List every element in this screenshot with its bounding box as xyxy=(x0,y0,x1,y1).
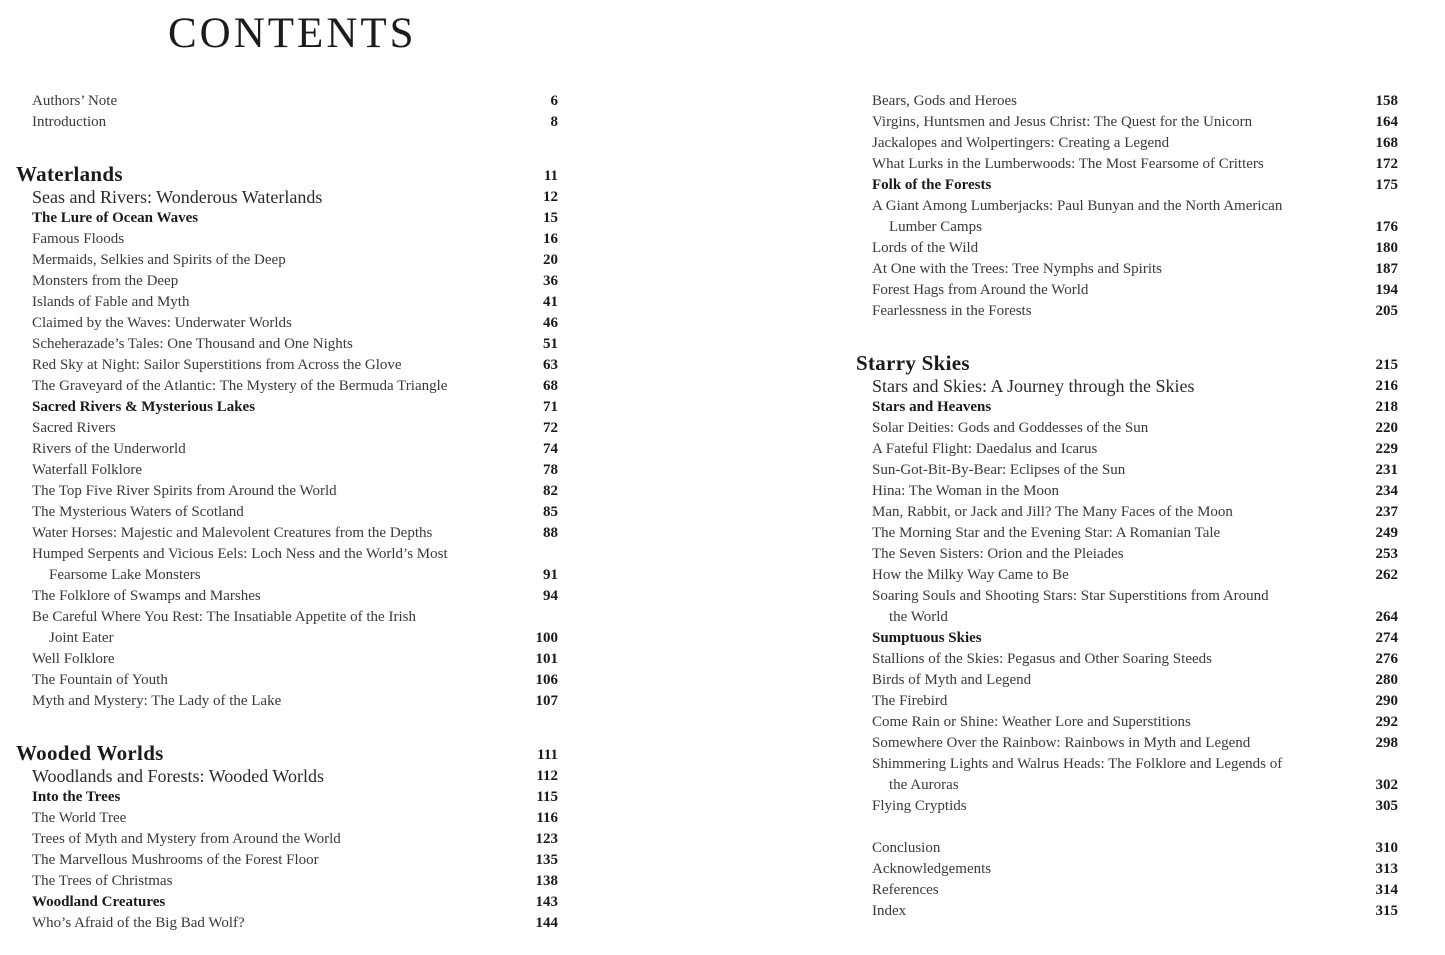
entry-title: Stallions of the Skies: Pegasus and Other Soaring Steeds xyxy=(872,651,1212,667)
section-page: 215 xyxy=(1375,357,1398,373)
entry-page: 46 xyxy=(543,315,558,331)
entry-page: 205 xyxy=(1375,303,1398,319)
entry-title: Come Rain or Shine: Weather Lore and Superstitions xyxy=(872,714,1191,730)
entry-title: Shimmering Lights and Walrus Heads: The Folklore and Legends of xyxy=(872,756,1283,772)
entry-page: 168 xyxy=(1375,135,1398,151)
entry-title: The Marvellous Mushrooms of the Forest Floor xyxy=(32,852,319,868)
chapter-title: Folk of the Forests xyxy=(872,177,992,193)
entry-title: Conclusion xyxy=(872,840,941,856)
entry-page: 144 xyxy=(535,915,558,931)
toc-entry[interactable] xyxy=(16,460,558,481)
entry-page: 106 xyxy=(535,672,558,688)
entry-page: 107 xyxy=(535,693,558,709)
entry-page: 310 xyxy=(1375,840,1398,856)
entry-title: Rivers of the Underworld xyxy=(32,441,186,457)
toc-entry[interactable] xyxy=(856,733,1398,754)
entry-page: 262 xyxy=(1375,567,1398,583)
toc-entry[interactable] xyxy=(856,838,1398,859)
entry-title: Sun-Got-Bit-By-Bear: Eclipses of the Sun xyxy=(872,462,1126,478)
entry-title: The Morning Star and the Evening Star: A Romanian Tale xyxy=(872,525,1221,541)
contents-column-right xyxy=(856,91,1398,922)
entry-page: 194 xyxy=(1375,282,1398,298)
entry-title: Authors’ Note xyxy=(32,93,118,109)
entry-title: Waterfall Folklore xyxy=(32,462,143,478)
section-title: Waterlands xyxy=(16,162,123,186)
entry-title: The Firebird xyxy=(872,693,948,709)
entry-title: Humped Serpents and Vicious Eels: Loch Ness and the World’s Most xyxy=(32,546,448,562)
entry-page: 175 xyxy=(1375,177,1398,193)
entry-title: At One with the Trees: Tree Nymphs and Spirits xyxy=(872,261,1163,277)
entry-page: 229 xyxy=(1375,441,1398,457)
entry-title: Introduction xyxy=(32,114,107,130)
toc-chapter[interactable] xyxy=(856,397,1398,418)
toc-chapter[interactable] xyxy=(16,787,558,808)
subsection-title: Stars and Skies: A Journey through the Skies xyxy=(872,376,1195,396)
entry-title: Lords of the Wild xyxy=(872,240,979,256)
entry-title: Famous Floods xyxy=(32,231,125,247)
entry-title: A Fateful Flight: Daedalus and Icarus xyxy=(872,441,1098,457)
entry-title: The Seven Sisters: Orion and the Pleiades xyxy=(872,546,1124,562)
entry-page: 88 xyxy=(543,525,558,541)
page-title: CONTENTS xyxy=(168,10,417,57)
toc-entry[interactable] xyxy=(16,418,558,439)
entry-page: 237 xyxy=(1375,504,1398,520)
entry-title: Hina: The Woman in the Moon xyxy=(872,483,1059,499)
entry-title: Scheherazade’s Tales: One Thousand and One Nights xyxy=(32,336,353,352)
toc-entry[interactable] xyxy=(856,91,1398,112)
toc-entry[interactable] xyxy=(16,250,558,271)
entry-page: 280 xyxy=(1375,672,1398,688)
entry-title: Trees of Myth and Mystery from Around the World xyxy=(32,831,341,847)
entry-page: 116 xyxy=(536,810,558,826)
contents-column-left xyxy=(16,91,558,934)
toc-entry[interactable] xyxy=(16,502,558,523)
entry-title: A Giant Among Lumberjacks: Paul Bunyan and the North American xyxy=(872,198,1283,214)
entry-title: the World xyxy=(889,609,948,625)
toc-entry[interactable] xyxy=(856,712,1398,733)
toc-entry[interactable] xyxy=(16,355,558,376)
section-heading-wooded-worlds[interactable] xyxy=(16,740,558,766)
entry-page: 51 xyxy=(543,336,558,352)
entry-page: 15 xyxy=(543,210,558,226)
toc-entry[interactable] xyxy=(16,808,558,829)
entry-page: 234 xyxy=(1375,483,1398,499)
entry-page: 135 xyxy=(535,852,558,868)
entry-title: Claimed by the Waves: Underwater Worlds xyxy=(32,315,292,331)
entry-title: Myth and Mystery: The Lady of the Lake xyxy=(32,693,282,709)
entry-title: Virgins, Huntsmen and Jesus Christ: The Quest for the Unicorn xyxy=(872,114,1253,130)
toc-entry[interactable] xyxy=(16,439,558,460)
entry-page: 74 xyxy=(543,441,558,457)
toc-entry-continuation[interactable] xyxy=(856,775,1398,796)
toc-entry[interactable] xyxy=(16,271,558,292)
toc-entry[interactable] xyxy=(16,376,558,397)
entry-page: 63 xyxy=(543,357,558,373)
toc-entry[interactable] xyxy=(16,670,558,691)
entry-title: Flying Cryptids xyxy=(872,798,967,814)
entry-page: 36 xyxy=(543,273,558,289)
toc-entry[interactable] xyxy=(856,880,1398,901)
entry-page: 68 xyxy=(543,378,558,394)
entry-page: 78 xyxy=(543,462,558,478)
entry-title: The World Tree xyxy=(32,810,127,826)
entry-title: Index xyxy=(872,903,907,919)
toc-entry[interactable] xyxy=(16,586,558,607)
subsection-title: Woodlands and Forests: Wooded Worlds xyxy=(32,766,324,786)
toc-entry[interactable] xyxy=(856,523,1398,544)
entry-title: Acknowledgements xyxy=(872,861,992,877)
toc-entry[interactable] xyxy=(856,154,1398,175)
entry-title: Monsters from the Deep xyxy=(32,273,179,289)
entry-title: Sacred Rivers xyxy=(32,420,116,436)
toc-entry[interactable] xyxy=(856,301,1398,322)
entry-page: 187 xyxy=(1375,261,1398,277)
toc-entry[interactable] xyxy=(856,754,1398,775)
toc-entry[interactable] xyxy=(856,238,1398,259)
toc-entry[interactable] xyxy=(856,649,1398,670)
entry-title: The Trees of Christmas xyxy=(32,873,173,889)
entry-page: 85 xyxy=(543,504,558,520)
toc-entry-continuation[interactable] xyxy=(16,628,558,649)
entry-title: Fearsome Lake Monsters xyxy=(49,567,201,583)
subsection-page: 12 xyxy=(543,189,558,205)
entry-page: 290 xyxy=(1375,693,1398,709)
toc-entry[interactable] xyxy=(856,565,1398,586)
entry-page: 100 xyxy=(535,630,558,646)
entry-title: Mermaids, Selkies and Spirits of the Deep xyxy=(32,252,286,268)
toc-entry[interactable] xyxy=(856,112,1398,133)
entry-title: Somewhere Over the Rainbow: Rainbows in Myth and Legend xyxy=(872,735,1251,751)
entry-page: 101 xyxy=(535,651,558,667)
toc-chapter[interactable] xyxy=(16,208,558,229)
toc-entry[interactable] xyxy=(16,112,558,133)
subsection-heading[interactable] xyxy=(16,187,558,208)
entry-page: 180 xyxy=(1375,240,1398,256)
entry-page: 158 xyxy=(1375,93,1398,109)
entry-page: 172 xyxy=(1375,156,1398,172)
entry-page: 143 xyxy=(535,894,558,910)
subsection-title: Seas and Rivers: Wonderous Waterlands xyxy=(32,187,323,207)
toc-entry[interactable] xyxy=(856,544,1398,565)
toc-entry[interactable] xyxy=(856,901,1398,922)
entry-page: 249 xyxy=(1375,525,1398,541)
entry-title: Jackalopes and Wolpertingers: Creating a Legend xyxy=(872,135,1170,151)
entry-page: 164 xyxy=(1375,114,1398,130)
toc-entry[interactable] xyxy=(16,544,558,565)
entry-title: Fearlessness in the Forests xyxy=(872,303,1032,319)
toc-entry-continuation[interactable] xyxy=(856,217,1398,238)
entry-page: 314 xyxy=(1375,882,1398,898)
toc-entry-continuation[interactable] xyxy=(856,607,1398,628)
entry-title: Man, Rabbit, or Jack and Jill? The Many Faces of the Moon xyxy=(872,504,1233,520)
entry-page: 6 xyxy=(550,93,558,109)
toc-entry[interactable] xyxy=(856,502,1398,523)
subsection-heading[interactable] xyxy=(856,376,1398,397)
entry-page: 123 xyxy=(535,831,558,847)
toc-entry[interactable] xyxy=(856,481,1398,502)
entry-page: 305 xyxy=(1375,798,1398,814)
entry-title: The Mysterious Waters of Scotland xyxy=(32,504,244,520)
toc-chapter[interactable] xyxy=(856,175,1398,196)
entry-page: 253 xyxy=(1375,546,1398,562)
entry-page: 82 xyxy=(543,483,558,499)
chapter-title: Sumptuous Skies xyxy=(872,630,982,646)
entry-page: 292 xyxy=(1375,714,1398,730)
entry-page: 313 xyxy=(1375,861,1398,877)
toc-entry[interactable] xyxy=(856,796,1398,817)
section-title: Starry Skies xyxy=(856,351,970,375)
toc-entry[interactable] xyxy=(16,313,558,334)
toc-entry[interactable] xyxy=(856,460,1398,481)
toc-entry[interactable] xyxy=(16,607,558,628)
entry-title: Well Folklore xyxy=(32,651,115,667)
entry-title: How the Milky Way Came to Be xyxy=(872,567,1069,583)
entry-title: What Lurks in the Lumberwoods: The Most Fearsome of Critters xyxy=(872,156,1264,172)
subsection-heading[interactable] xyxy=(16,766,558,787)
entry-title: The Fountain of Youth xyxy=(32,672,168,688)
toc-entry[interactable] xyxy=(16,229,558,250)
toc-entry[interactable] xyxy=(856,691,1398,712)
entry-page: 276 xyxy=(1375,651,1398,667)
entry-page: 8 xyxy=(550,114,558,130)
section-page: 111 xyxy=(537,747,558,763)
chapter-title: Sacred Rivers & Mysterious Lakes xyxy=(32,399,256,415)
toc-entry[interactable] xyxy=(16,871,558,892)
toc-entry[interactable] xyxy=(16,523,558,544)
entry-title: Who’s Afraid of the Big Bad Wolf? xyxy=(32,915,245,931)
entry-page: 41 xyxy=(543,294,558,310)
entry-page: 91 xyxy=(543,567,558,583)
entry-title: Solar Deities: Gods and Goddesses of the Sun xyxy=(872,420,1149,436)
toc-entry[interactable] xyxy=(16,649,558,670)
entry-title: References xyxy=(872,882,939,898)
section-title: Wooded Worlds xyxy=(16,741,164,765)
entry-page: 176 xyxy=(1375,219,1398,235)
chapter-title: Stars and Heavens xyxy=(872,399,992,415)
subsection-page: 216 xyxy=(1375,378,1398,394)
toc-entry[interactable] xyxy=(856,859,1398,880)
section-heading-starry-skies[interactable] xyxy=(856,350,1398,376)
toc-entry[interactable] xyxy=(16,334,558,355)
entry-page: 138 xyxy=(535,873,558,889)
chapter-title: Woodland Creatures xyxy=(32,894,166,910)
entry-title: The Graveyard of the Atlantic: The Mystery of the Bermuda Triangle xyxy=(32,378,448,394)
toc-entry[interactable] xyxy=(16,481,558,502)
entry-page: 302 xyxy=(1375,777,1398,793)
toc-entry[interactable] xyxy=(16,850,558,871)
toc-entry[interactable] xyxy=(856,670,1398,691)
entry-title: The Folklore of Swamps and Marshes xyxy=(32,588,261,604)
toc-chapter[interactable] xyxy=(856,628,1398,649)
toc-chapter[interactable] xyxy=(16,397,558,418)
toc-entry[interactable] xyxy=(16,292,558,313)
entry-title: Be Careful Where You Rest: The Insatiable Appetite of the Irish xyxy=(32,609,416,625)
toc-entry[interactable] xyxy=(856,259,1398,280)
entry-page: 16 xyxy=(543,231,558,247)
toc-entry[interactable] xyxy=(16,91,558,112)
entry-title: Forest Hags from Around the World xyxy=(872,282,1089,298)
entry-title: Soaring Souls and Shooting Stars: Star Superstitions from Around xyxy=(872,588,1269,604)
entry-page: 264 xyxy=(1375,609,1398,625)
entry-page: 72 xyxy=(543,420,558,436)
entry-title: Red Sky at Night: Sailor Superstitions from Across the Glove xyxy=(32,357,402,373)
entry-title: Lumber Camps xyxy=(889,219,982,235)
entry-title: the Auroras xyxy=(889,777,959,793)
entry-page: 20 xyxy=(543,252,558,268)
entry-page: 94 xyxy=(543,588,558,604)
toc-entry[interactable] xyxy=(856,418,1398,439)
entry-page: 115 xyxy=(536,789,558,805)
toc-entry[interactable] xyxy=(856,439,1398,460)
toc-entry-continuation[interactable] xyxy=(16,565,558,586)
entry-page: 220 xyxy=(1375,420,1398,436)
chapter-title: Into the Trees xyxy=(32,789,121,805)
toc-entry[interactable] xyxy=(16,691,558,712)
entry-title: Joint Eater xyxy=(49,630,114,646)
entry-title: The Top Five River Spirits from Around the World xyxy=(32,483,337,499)
section-page: 11 xyxy=(543,168,558,184)
entry-title: Islands of Fable and Myth xyxy=(32,294,190,310)
entry-title: Water Horses: Majestic and Malevolent Creatures from the Depths xyxy=(32,525,433,541)
entry-page: 315 xyxy=(1375,903,1398,919)
toc-entry[interactable] xyxy=(16,829,558,850)
entry-page: 71 xyxy=(543,399,558,415)
entry-title: Birds of Myth and Legend xyxy=(872,672,1032,688)
entry-page: 231 xyxy=(1375,462,1398,478)
toc-entry[interactable] xyxy=(856,280,1398,301)
toc-entry[interactable] xyxy=(16,913,558,934)
subsection-page: 112 xyxy=(536,768,558,784)
toc-entry[interactable] xyxy=(856,196,1398,217)
toc-chapter[interactable] xyxy=(16,892,558,913)
entry-page: 298 xyxy=(1375,735,1398,751)
toc-entry[interactable] xyxy=(856,133,1398,154)
entry-page: 274 xyxy=(1375,630,1398,646)
chapter-title: The Lure of Ocean Waves xyxy=(32,210,199,226)
entry-page: 218 xyxy=(1375,399,1398,415)
entry-title: Bears, Gods and Heroes xyxy=(872,93,1017,109)
toc-entry[interactable] xyxy=(856,586,1398,607)
section-heading-waterlands[interactable] xyxy=(16,161,558,187)
